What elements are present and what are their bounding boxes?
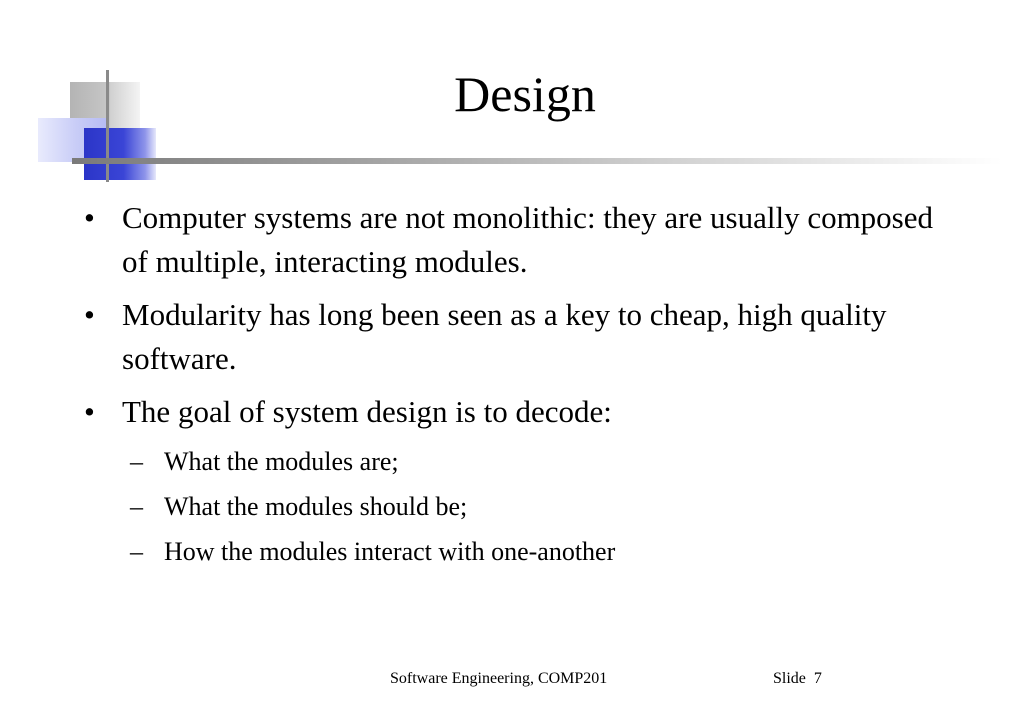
slide-number: 7 xyxy=(813,670,822,687)
sub-bullet-marker: – xyxy=(130,492,143,521)
decorative-block-blue xyxy=(84,128,156,180)
bullet-marker: • xyxy=(84,297,95,332)
bullet-text: Computer systems are not monolithic: they are usually composed of multiple, interacting modules. xyxy=(122,200,934,279)
bullet-item xyxy=(84,390,964,434)
slide-label: Slide xyxy=(773,670,806,687)
sub-bullet-text: What the modules are; xyxy=(164,447,399,476)
bullet-list xyxy=(84,196,964,578)
bullet-item xyxy=(84,293,964,381)
bullet-marker: • xyxy=(84,394,95,429)
footer-course: Software Engineering, COMP201 xyxy=(390,670,608,687)
sub-bullet-text: How the modules interact with one-another xyxy=(164,537,616,566)
slide-title: Design xyxy=(454,66,596,122)
footer-slide-number xyxy=(773,669,822,689)
sub-bullet-text: What the modules should be; xyxy=(164,492,468,521)
bullet-item xyxy=(84,196,964,284)
bullet-text: The goal of system design is to decode: xyxy=(122,394,612,429)
sub-bullet-list xyxy=(84,443,964,571)
sub-bullet-marker: – xyxy=(130,447,143,476)
sub-bullet-marker: – xyxy=(130,537,143,566)
sub-bullet-item xyxy=(130,488,964,526)
bullet-text: Modularity has long been seen as a key to cheap, high quality software. xyxy=(122,297,887,376)
title-underline xyxy=(72,158,1002,164)
sub-bullet-item xyxy=(130,533,964,571)
sub-bullet-item xyxy=(130,443,964,481)
bullet-marker: • xyxy=(84,200,95,235)
